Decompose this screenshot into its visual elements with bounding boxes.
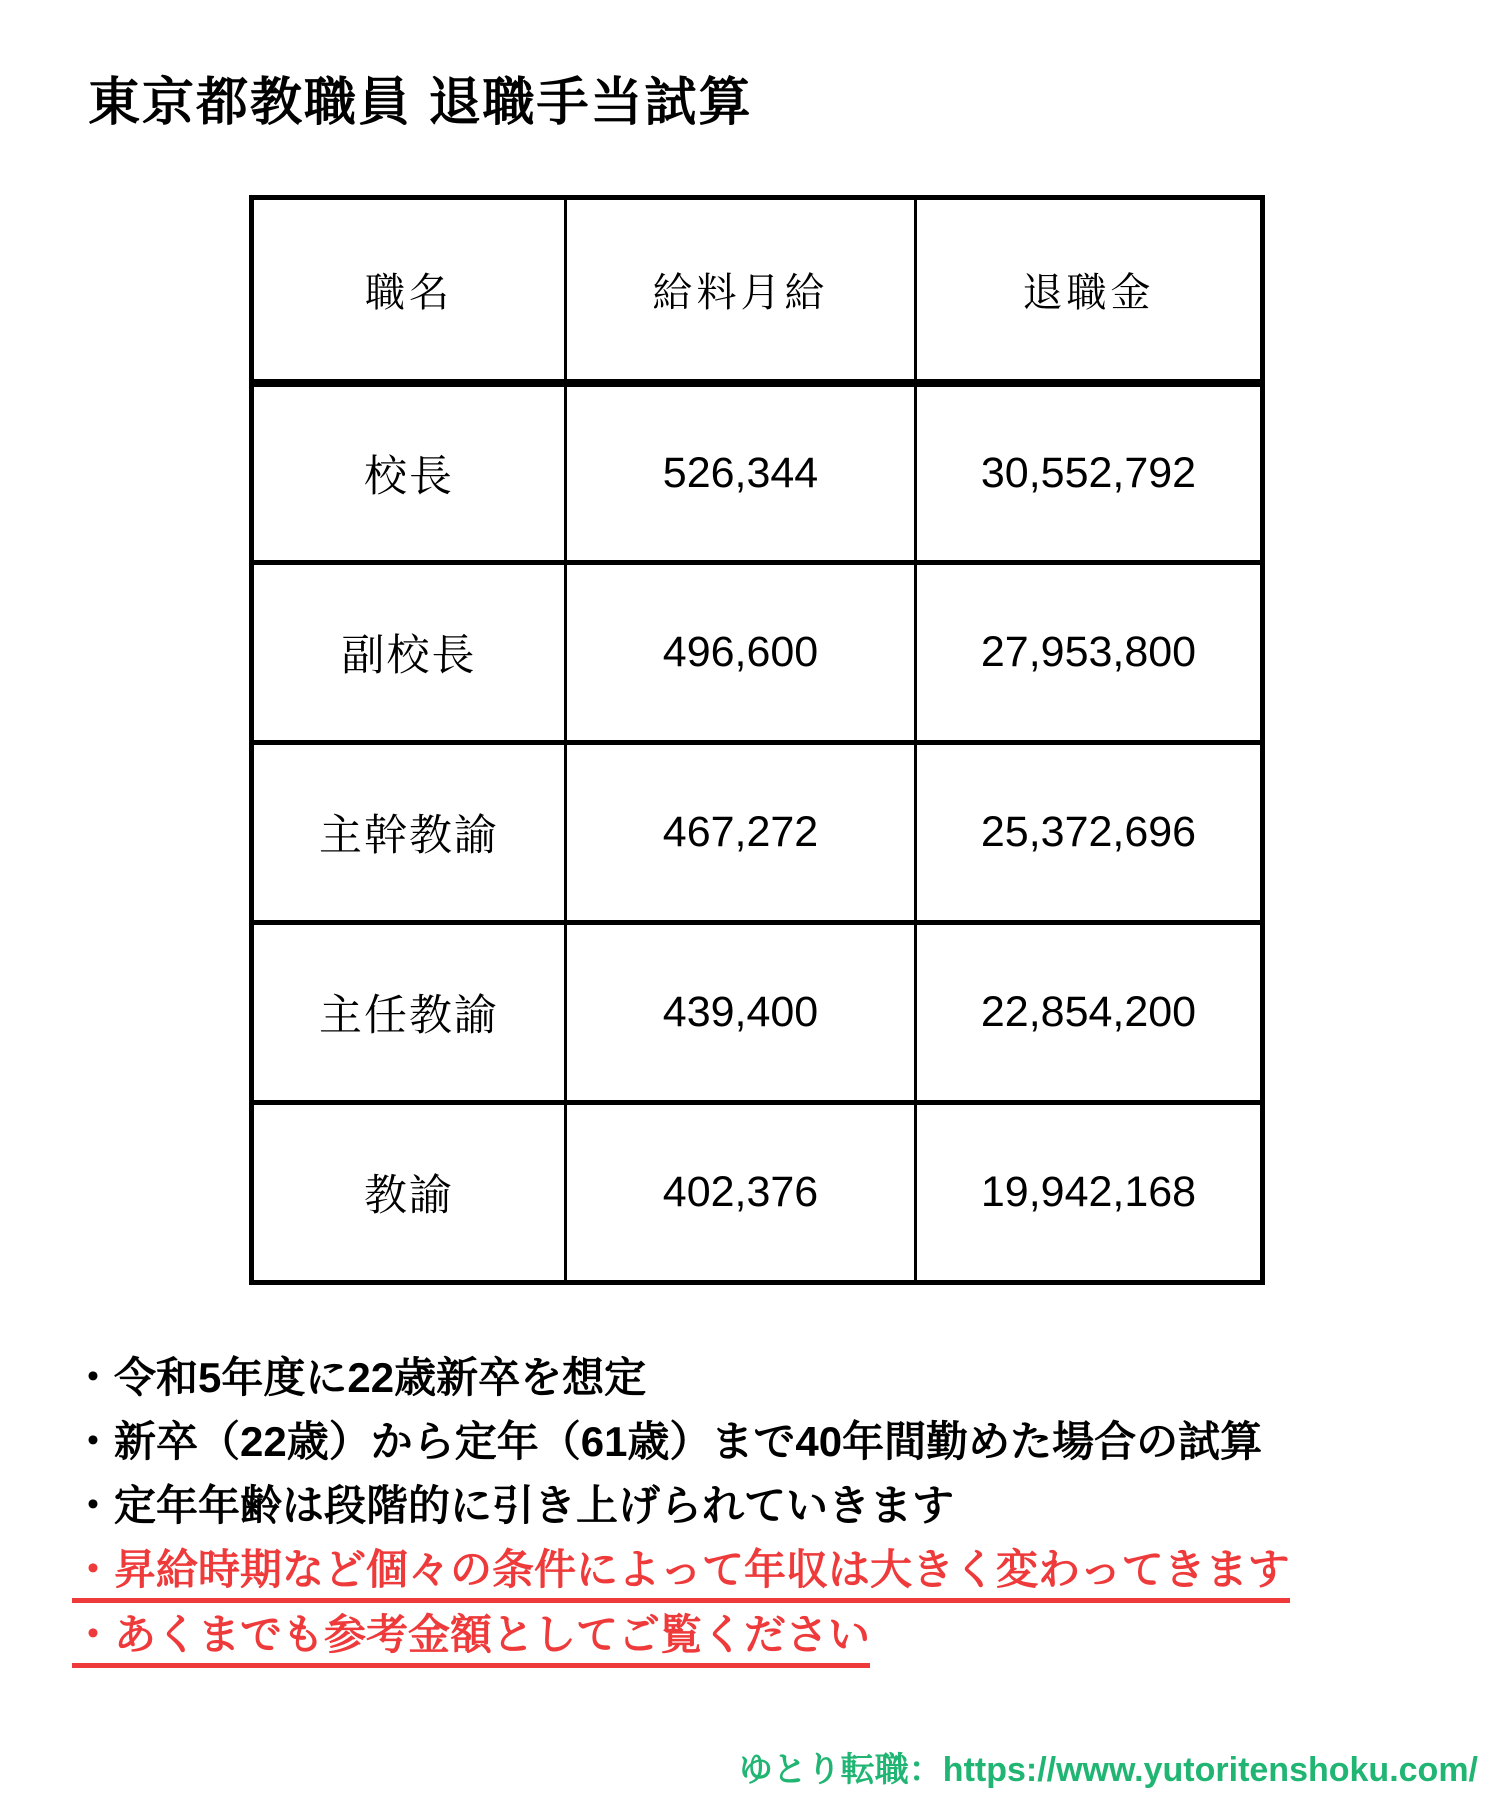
note-warning-reference-only [72,1613,1492,1678]
page-title: 東京都教職員 退職手当試算 [88,74,753,132]
note-text: ・令和5年度に22歳新卒を想定 [72,1354,647,1401]
retirement-cell: 22,854,200 [916,923,1263,1103]
note-assumption-career-span [72,1420,1492,1484]
footer-credit-url: ゆとり転職：https://www.yutoritenshoku.com/ [738,1751,1478,1789]
salary-cell: 467,272 [566,743,916,923]
retirement-cell: 25,372,696 [916,743,1263,923]
note-text: ・あくまでも参考金額としてご覧ください [72,1613,870,1668]
table-header-row [252,198,1263,383]
salary-cell: 402,376 [566,1103,916,1283]
salary-cell: 526,344 [566,383,916,563]
note-text: ・新卒（22歳）から定年（61歳）まで40年間勤めた場合の試算 [72,1418,1263,1465]
role-cell: 主任教諭 [252,923,566,1103]
notes-list [72,1356,1492,1678]
table-row [252,563,1263,743]
salary-cell: 496,600 [566,563,916,743]
column-header-role: 職名 [252,198,566,383]
note-text: ・定年年齢は段階的に引き上げられていきます [72,1482,955,1529]
role-cell: 教諭 [252,1103,566,1283]
salary-cell: 439,400 [566,923,916,1103]
retirement-allowance-table [249,195,1265,1285]
table-row [252,923,1263,1103]
table-row [252,383,1263,563]
note-text: ・昇給時期など個々の条件によって年収は大きく変わってきます [72,1548,1290,1603]
column-header-monthly-salary: 給料月給 [566,198,916,383]
retirement-cell: 27,953,800 [916,563,1263,743]
column-header-retirement-pay: 退職金 [916,198,1263,383]
role-cell: 副校長 [252,563,566,743]
table-row [252,1103,1263,1283]
note-warning-income-varies [72,1548,1492,1613]
retirement-cell: 30,552,792 [916,383,1263,563]
retirement-cell: 19,942,168 [916,1103,1263,1283]
role-cell: 校長 [252,383,566,563]
note-retirement-age-rising [72,1484,1492,1548]
note-assumption-reiwa5 [72,1356,1492,1420]
table-row [252,743,1263,923]
role-cell: 主幹教諭 [252,743,566,923]
